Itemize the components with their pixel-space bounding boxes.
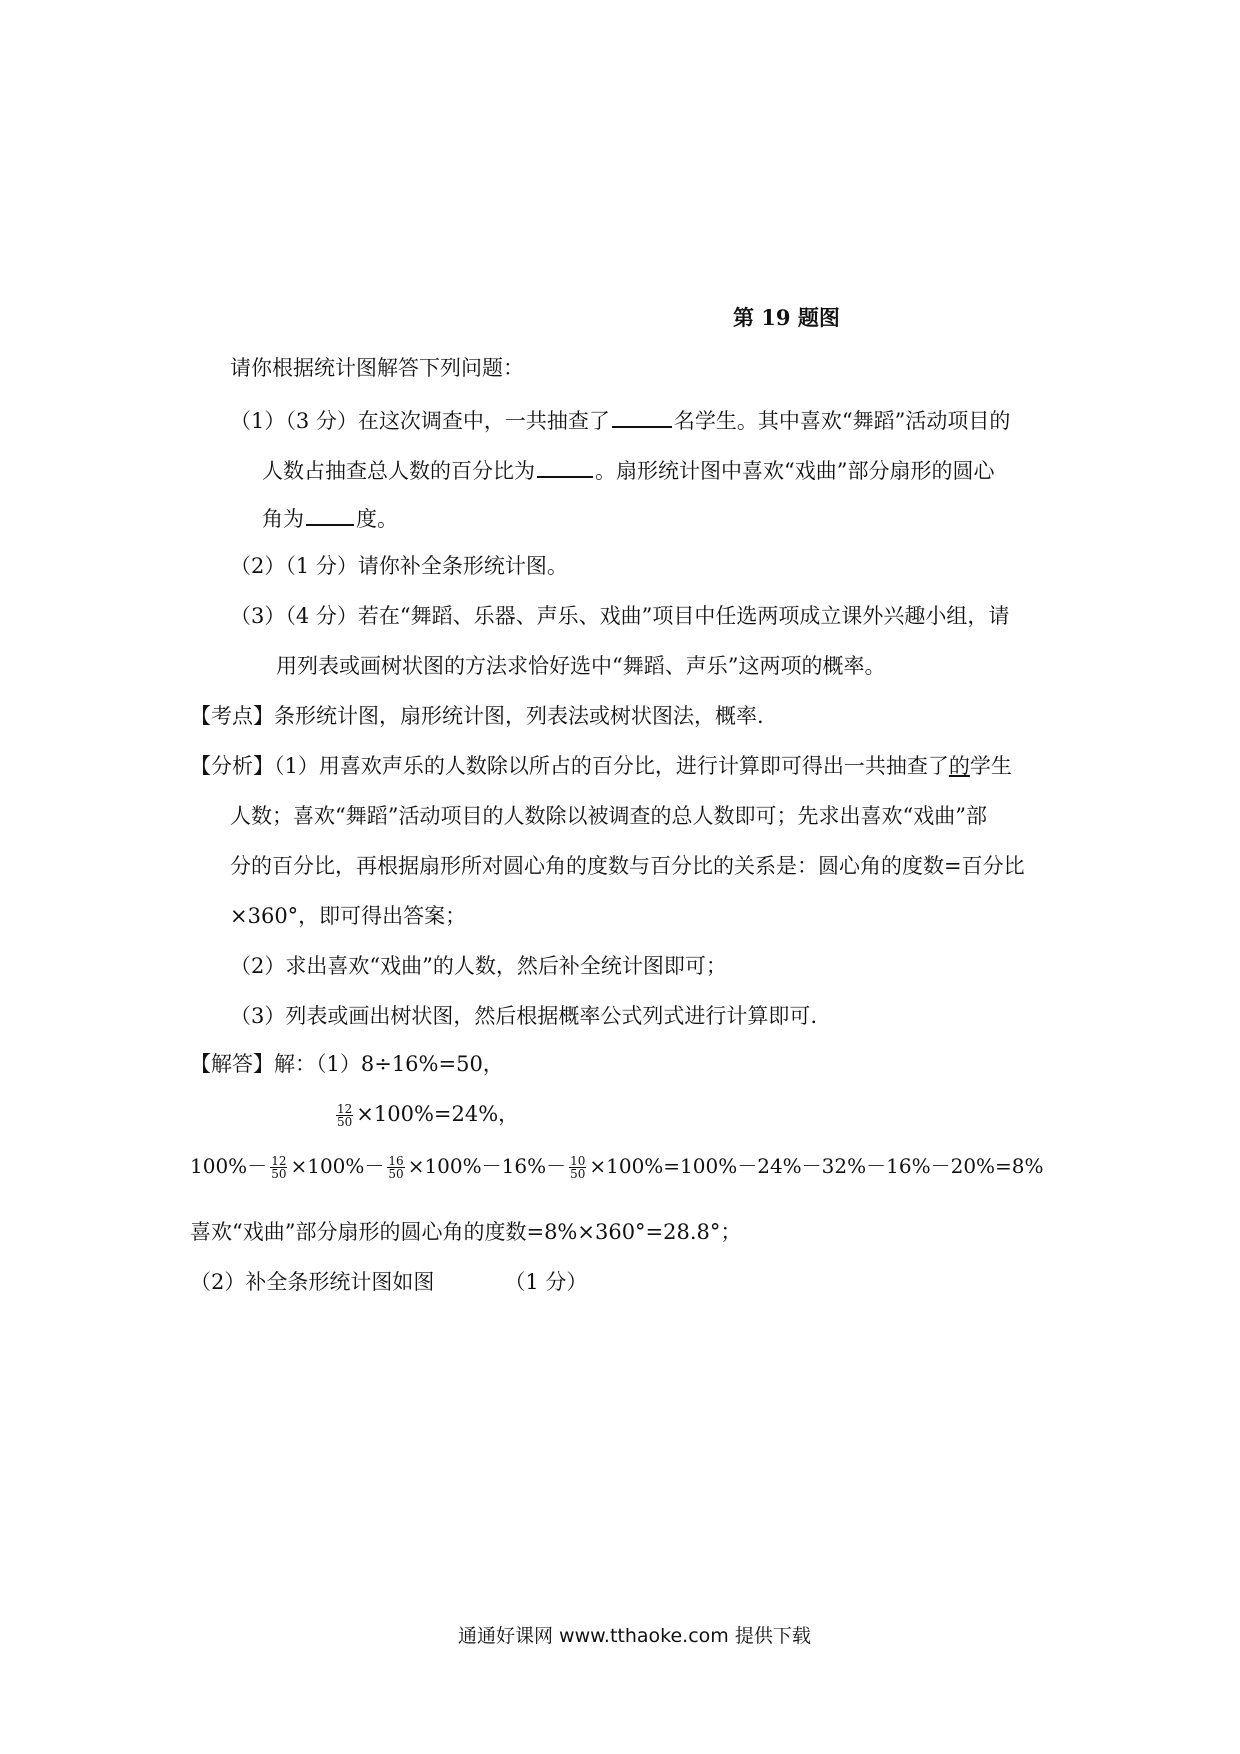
question-1-line-3 [262,502,398,533]
answer-blank-total [612,404,672,428]
question-3-line-2: 用列表或画树状图的方法求恰好选中“舞蹈、声乐”这两项的概率。 [276,654,886,678]
q1-line2-text-b: 。扇形统计图中喜欢“戏曲”部分扇形的圆心 [595,459,995,483]
fenxi-line-1 [190,752,1012,780]
jieda-line2-text: ×100%=24%， [356,1102,520,1126]
question-1-line-1 [230,404,1010,435]
jieda-line3-a: 100%－ [190,1154,268,1178]
answer-blank-percent [537,454,593,478]
fenxi-line-4: ×360°，即可得出答案； [230,904,467,928]
jieda-line-4: 喜欢“戏曲”部分扇形的圆心角的度数=8%×360°=28.8°； [190,1220,742,1244]
q1-line3-text-a: 角为 [262,507,304,531]
answer-blank-angle [306,502,354,526]
jieda-line-3 [190,1152,1044,1180]
footer-text: 通通好课网 www.tthaoke.com 提供下载 [458,1625,811,1647]
fraction-16-50: $\frac{16}{50}$ [388,1154,404,1181]
question-3-line-1: （3）（4 分）若在“舞蹈、乐器、声乐、戏曲”项目中任选两项成立课外兴趣小组，请 [230,604,1010,628]
fenxi-line1-tail: 学生 [969,754,1012,778]
q1-text-b: 名学生。其中喜欢“舞蹈”活动项目的 [673,409,1011,433]
fenxi-line1-text: 【分析】（1）用喜欢声乐的人数除以所占的百分比，进行计算即可得出一共抽查了 [190,754,949,778]
jieda-line3-b: ×100%－ [290,1154,385,1178]
fenxi-underlined-char: 的 [948,754,970,778]
figure-caption: 第 19 题图 [733,305,840,330]
question-2: （2）（1 分）请你补全条形统计图。 [230,554,568,578]
q1-text-a: （1）（3 分）在这次调查中，一共抽查了 [230,409,610,433]
jieda-line-1: 【解答】解：（1）8÷16%=50， [190,1052,504,1076]
jieda-line3-d: ×100%=100%－24%－32%－16%－20%=8% [589,1154,1044,1178]
jieda-line5-text: （2）补全条形统计图如图 [190,1270,435,1294]
jieda-line-2 [333,1100,519,1128]
q1-line3-text-b: 度。 [356,507,398,531]
jieda-line5-score: （1 分） [504,1270,588,1294]
fraction-12-50-b: $\frac{12}{50}$ [271,1154,287,1181]
fenxi-line-5: （2）求出喜欢“戏曲”的人数，然后补全统计图即可； [230,954,727,978]
fenxi-line-2: 人数；喜欢“舞蹈”活动项目的人数除以被调查的总人数即可；先求出喜欢“戏曲”部 [230,804,987,828]
fraction-10-50: $\frac{10}{50}$ [570,1154,586,1181]
jieda-line-5 [190,1268,587,1296]
kaodian-section: 【考点】条形统计图，扇形统计图，列表法或树状图法，概率. [190,704,764,728]
fraction-12-50: $\frac{12}{50}$ [337,1102,353,1129]
intro-text: 请你根据统计图解答下列问题： [230,356,524,380]
fenxi-line-6: （3）列表或画出树状图，然后根据概率公式列式进行计算即可. [230,1004,818,1028]
jieda-line3-c: ×100%－16%－ [407,1154,567,1178]
q1-line2-text-a: 人数占抽查总人数的百分比为 [262,459,535,483]
question-1-line-2 [262,454,994,485]
fenxi-line-3: 分的百分比，再根据扇形所对圆心角的度数与百分比的关系是：圆心角的度数=百分比 [230,854,1025,878]
